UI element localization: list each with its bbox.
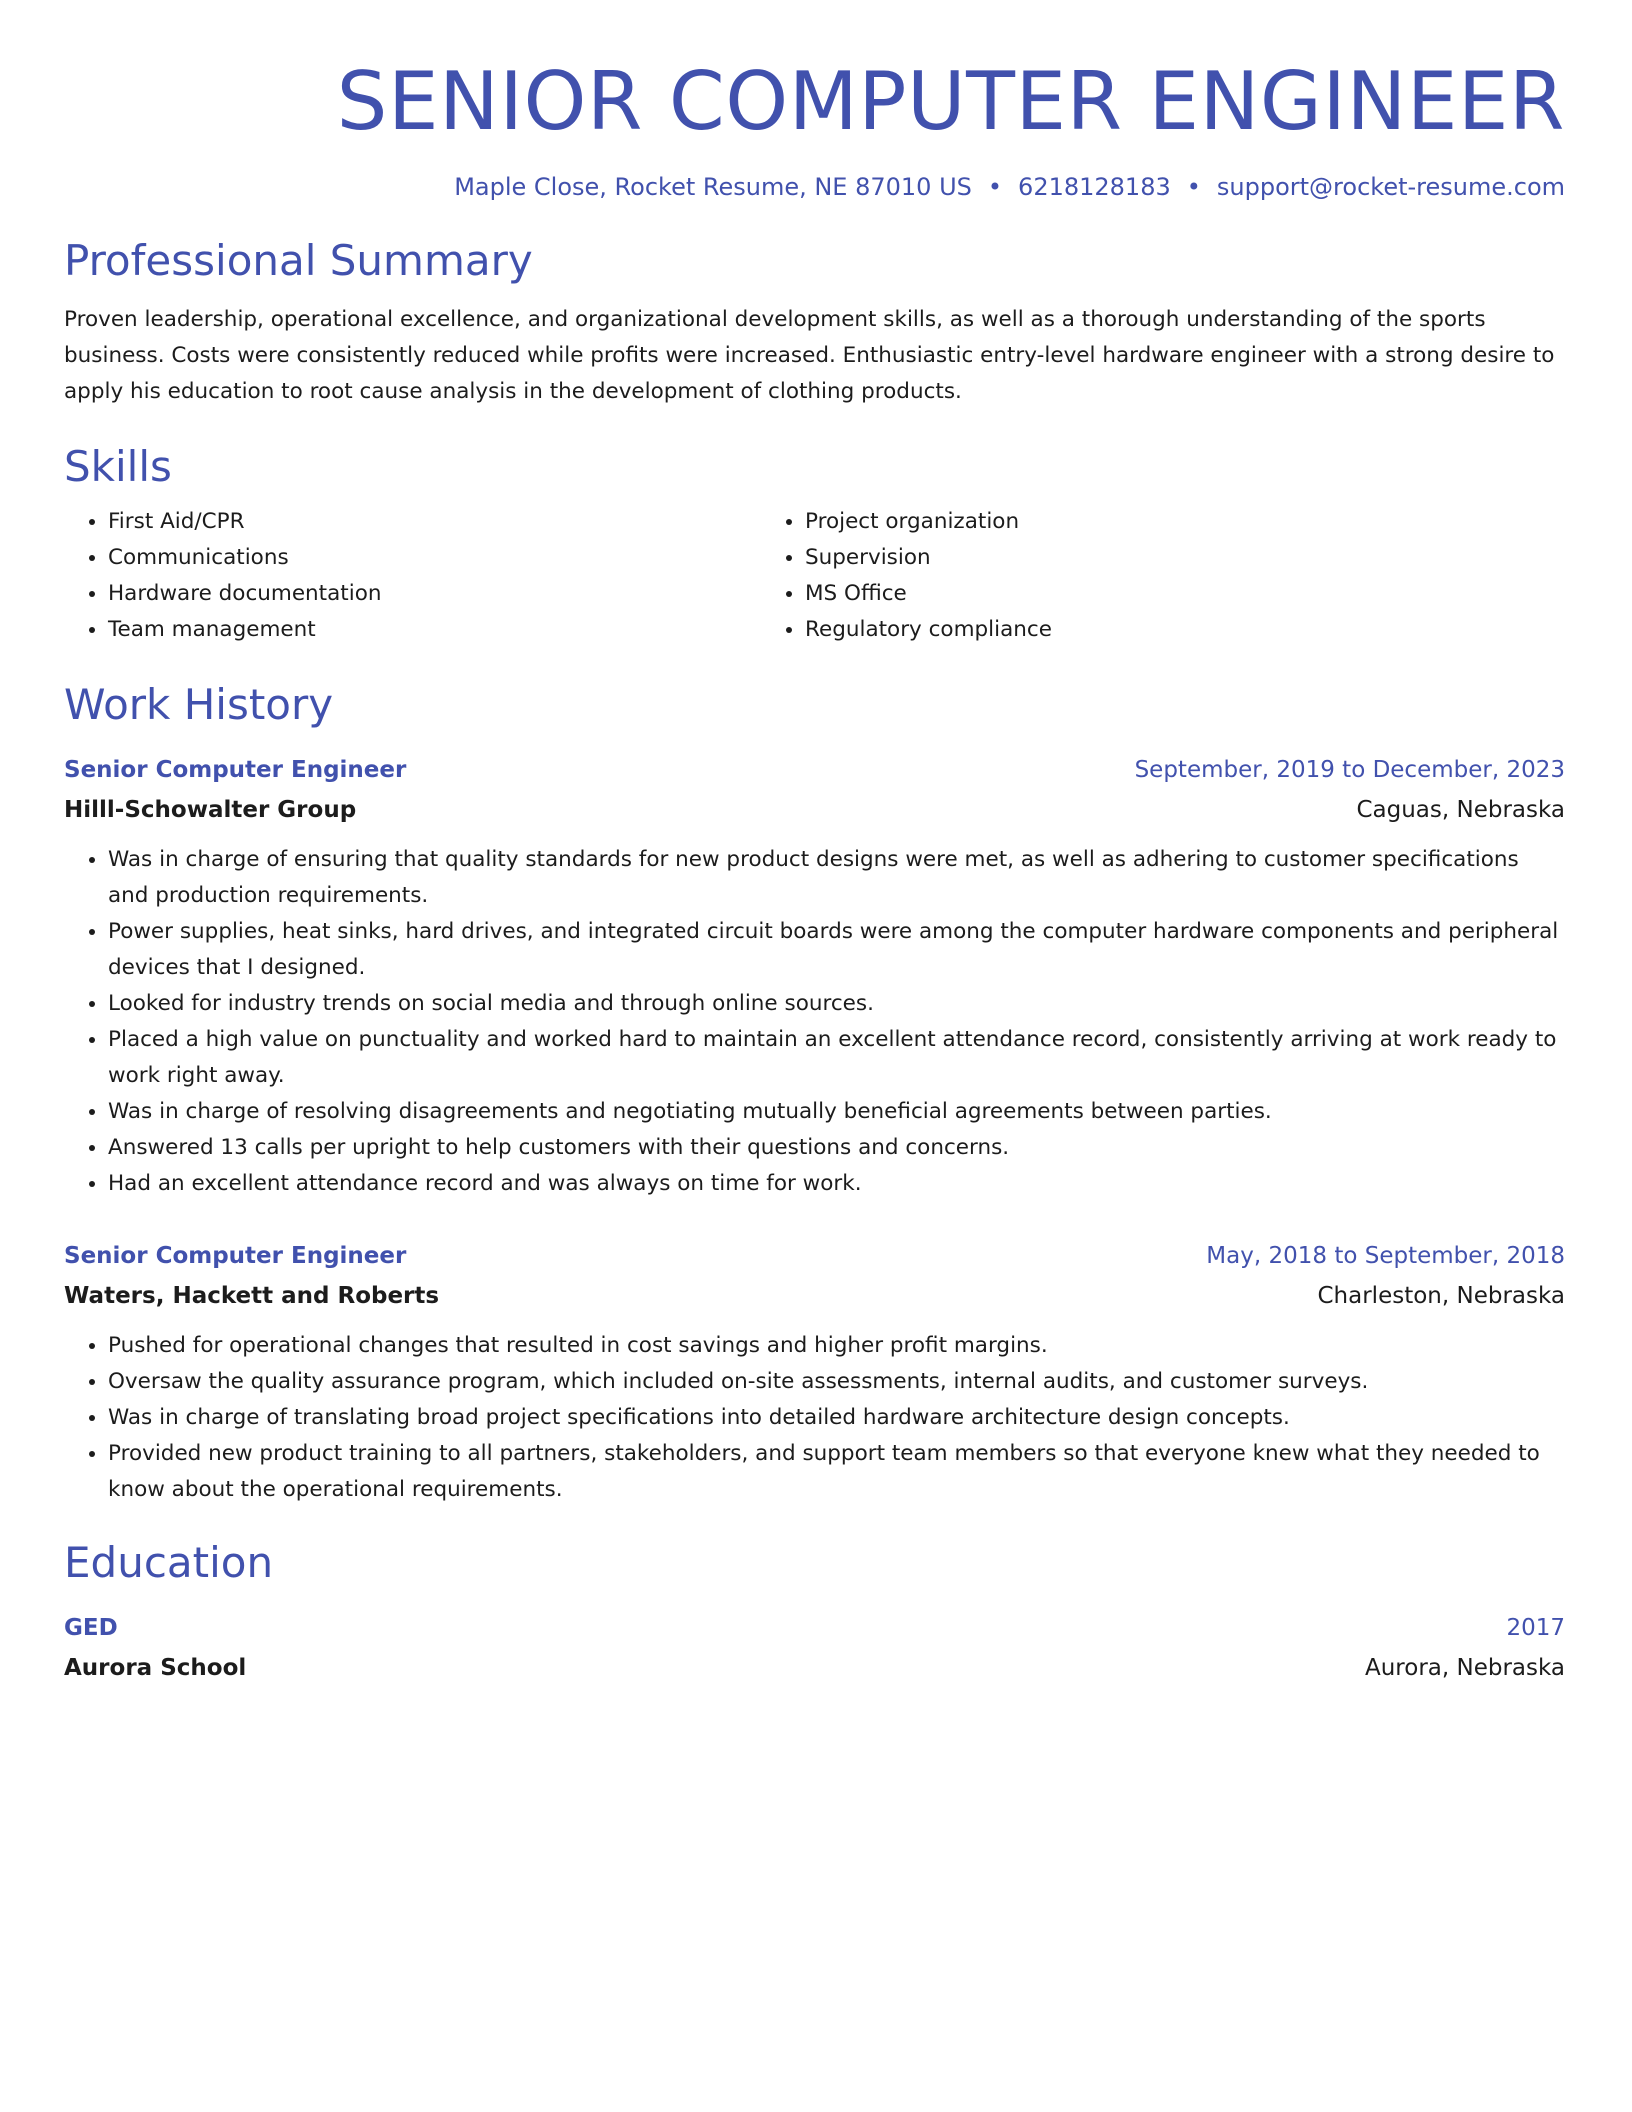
- skill-item: • Team management: [108, 612, 761, 648]
- separator-dot: •: [1186, 173, 1201, 201]
- work-history-heading: Work History: [64, 680, 334, 729]
- education-degree-row: [64, 1608, 1565, 1648]
- job-bullet: • Power supplies, heat sinks, hard drives, and integrated circuit boards were among the computer hardware components and peripheral devices that I designed.: [108, 914, 1565, 986]
- skill-item: • First Aid/CPR: [108, 504, 761, 540]
- job-bullet: • Was in charge of translating broad project specifications into detailed hardware architecture design concepts.: [108, 1400, 1565, 1436]
- skill-item: • MS Office: [805, 576, 1458, 612]
- education-degree: GED: [64, 1615, 118, 1641]
- job-entry: [64, 750, 1565, 1202]
- skill-item: • Hardware documentation: [108, 576, 761, 612]
- job-bullet: • Looked for industry trends on social media and through online sources.: [108, 986, 1565, 1022]
- skills-column-right: [761, 504, 1458, 648]
- skill-item: • Supervision: [805, 540, 1458, 576]
- job-location: Caguas, Nebraska: [1356, 797, 1565, 823]
- skill-item: • Communications: [108, 540, 761, 576]
- education-heading: Education: [64, 1538, 274, 1587]
- skills-heading: Skills: [64, 442, 172, 491]
- contact-email[interactable]: support@rocket-resume.com: [1216, 173, 1565, 201]
- job-company: Waters, Hackett and Roberts: [64, 1283, 440, 1309]
- education-entry: [64, 1608, 1565, 1688]
- job-bullet: • Was in charge of ensuring that quality standards for new product designs were met, as well as adhering to customer specifications and production requirements.: [108, 842, 1565, 914]
- job-bullets: [64, 842, 1565, 1202]
- job-bullet: • Had an excellent attendance record and was always on time for work.: [108, 1166, 1565, 1202]
- job-bullet: • Answered 13 calls per upright to help customers with their questions and concerns.: [108, 1130, 1565, 1166]
- resume-title: SENIOR COMPUTER ENGINEER: [336, 55, 1565, 148]
- job-location: Charleston, Nebraska: [1317, 1283, 1565, 1309]
- skill-item: • Project organization: [805, 504, 1458, 540]
- job-header-row: [64, 1236, 1565, 1276]
- job-bullet: • Provided new product training to all partners, stakeholders, and support team members so that everyone knew what they needed to know about the operational requirements.: [108, 1436, 1565, 1508]
- skills-list: [64, 504, 1565, 648]
- job-company-row: [64, 1276, 1565, 1316]
- skill-item: • Regulatory compliance: [805, 612, 1458, 648]
- summary-text: Proven leadership, operational excellence, and organizational development skills, as well as a thorough understanding of the sports business. Costs were consistently reduced while profits were increased. Enthusiastic entry-level hardware engineer with a strong desire to apply his education to root cause analysis in the development of clothing products.: [64, 307, 1555, 404]
- job-header-row: [64, 750, 1565, 790]
- education-school-row: [64, 1648, 1565, 1688]
- contact-phone[interactable]: 6218128183: [1018, 173, 1171, 201]
- job-bullet: • Placed a high value on punctuality and worked hard to maintain an excellent attendance record, consistently arriving at work ready to work right away.: [108, 1022, 1565, 1094]
- education-year: 2017: [1506, 1615, 1565, 1641]
- job-dates: May, 2018 to September, 2018: [1206, 1243, 1565, 1269]
- education-school: Aurora School: [64, 1655, 247, 1681]
- job-dates: September, 2019 to December, 2023: [1134, 757, 1565, 783]
- separator-dot: •: [987, 173, 1003, 201]
- summary-heading: Professional Summary: [64, 236, 533, 285]
- job-role: Senior Computer Engineer: [64, 757, 407, 783]
- job-company-row: [64, 790, 1565, 830]
- resume-page: [64, 0, 1565, 1688]
- job-bullets: [64, 1328, 1565, 1508]
- contact-address: Maple Close, Rocket Resume, NE 87010 US: [454, 173, 972, 201]
- job-bullet: • Pushed for operational changes that resulted in cost savings and higher profit margins.: [108, 1328, 1565, 1364]
- job-bullet: • Oversaw the quality assurance program, which included on-site assessments, internal audits, and customer surveys.: [108, 1364, 1565, 1400]
- job-role: Senior Computer Engineer: [64, 1243, 407, 1269]
- job-bullet: • Was in charge of resolving disagreements and negotiating mutually beneficial agreements between parties.: [108, 1094, 1565, 1130]
- education-location: Aurora, Nebraska: [1364, 1655, 1565, 1681]
- job-company: Hilll-Schowalter Group: [64, 797, 357, 823]
- contact-line: [64, 170, 1565, 204]
- skills-column-left: [64, 504, 761, 648]
- job-entry: [64, 1236, 1565, 1508]
